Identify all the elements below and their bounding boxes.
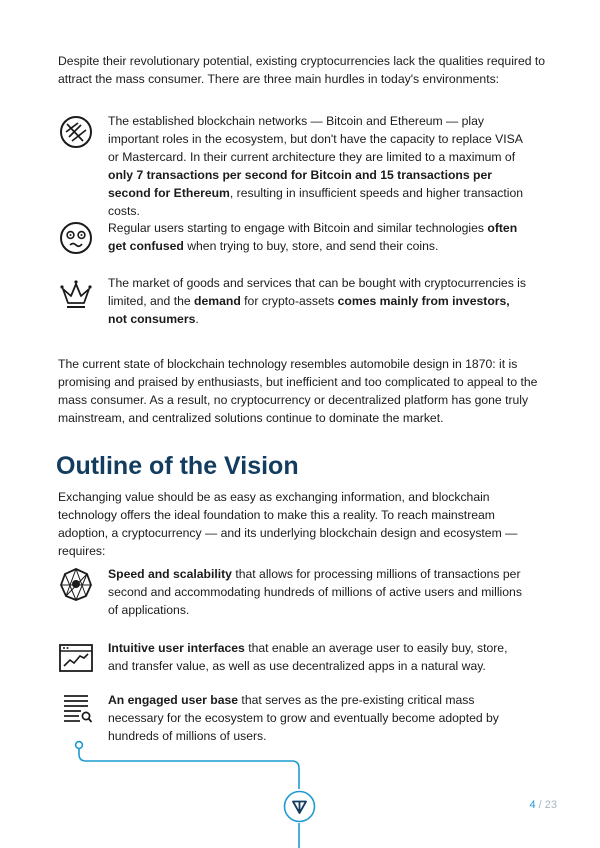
state-paragraph: The current state of blockchain technology resembles automobile design in 1870: it is promising and praised by enthusiasts, but inefficient and too complicated to appeal to the mass consumer. As a result, no cryptocurrency or decentralized platform has gone truly mainstream, and centralized solutions continue to dominate the market.: [58, 357, 538, 425]
body-text: The market of goods and services that can be bought with cryptocurrencies is limited, and the: [108, 276, 526, 308]
emphasis-text: Intuitive user interfaces: [108, 641, 245, 655]
body-text: The established blockchain networks — Bitcoin and Ethereum — play important roles in the ecosystem, but don't have the capacity to replace VISA or Mastercard. In their current architecture they are limited to a maximum of: [108, 114, 523, 164]
page-separator: /: [538, 799, 542, 811]
body-text: when trying to buy, store, and send their coins.: [183, 239, 439, 253]
emphasis-text: only 7 transactions per second for Bitcoin and 15 transactions per second for Ethereum: [108, 168, 493, 200]
current-page: 4: [529, 799, 536, 811]
body-text: that enable an average user to easily buy, store, and transfer value, as well as use decentralized apps in a natural way.: [108, 641, 508, 673]
emphasis-text: often get confused: [108, 221, 518, 253]
intro-paragraph: Despite their revolutionary potential, existing cryptocurrencies lack the qualities required to attract the mass consumer. There are three main hurdles in today's environments:: [58, 54, 546, 86]
section-title: Outline of the Vision: [56, 452, 299, 480]
emphasis-text: Speed and scalability: [108, 567, 232, 581]
body-text: .: [195, 312, 199, 326]
emphasis-text: comes mainly from investors, not consumers: [108, 294, 510, 326]
body-text: that allows for processing millions of transactions per second and accommodating hundreds of millions of active users and millions of applications.: [108, 567, 522, 617]
vision-intro: Exchanging value should be as easy as exchanging information, and blockchain technology offers the ideal foundation to make this a reality. To reach mainstream adoption, a cryptocurrency — and its underlying blockchain design and ecosystem — requires:: [58, 490, 518, 558]
page-indicator: [529, 799, 557, 811]
ton-logo-icon: [283, 790, 316, 823]
body-text: , resulting in insufficient speeds and higher transaction costs.: [108, 186, 524, 218]
emphasis-text: An engaged user base: [108, 693, 239, 707]
total-pages: 23: [544, 799, 557, 811]
body-text: Regular users starting to engage with Bitcoin and similar technologies: [108, 221, 488, 235]
body-text: for crypto-assets: [240, 294, 338, 308]
body-text: that serves as the pre-existing critical mass necessary for the ecosystem to grow and eventually become adopted by hundreds of millions of users.: [108, 693, 499, 743]
emphasis-text: demand: [194, 294, 241, 308]
